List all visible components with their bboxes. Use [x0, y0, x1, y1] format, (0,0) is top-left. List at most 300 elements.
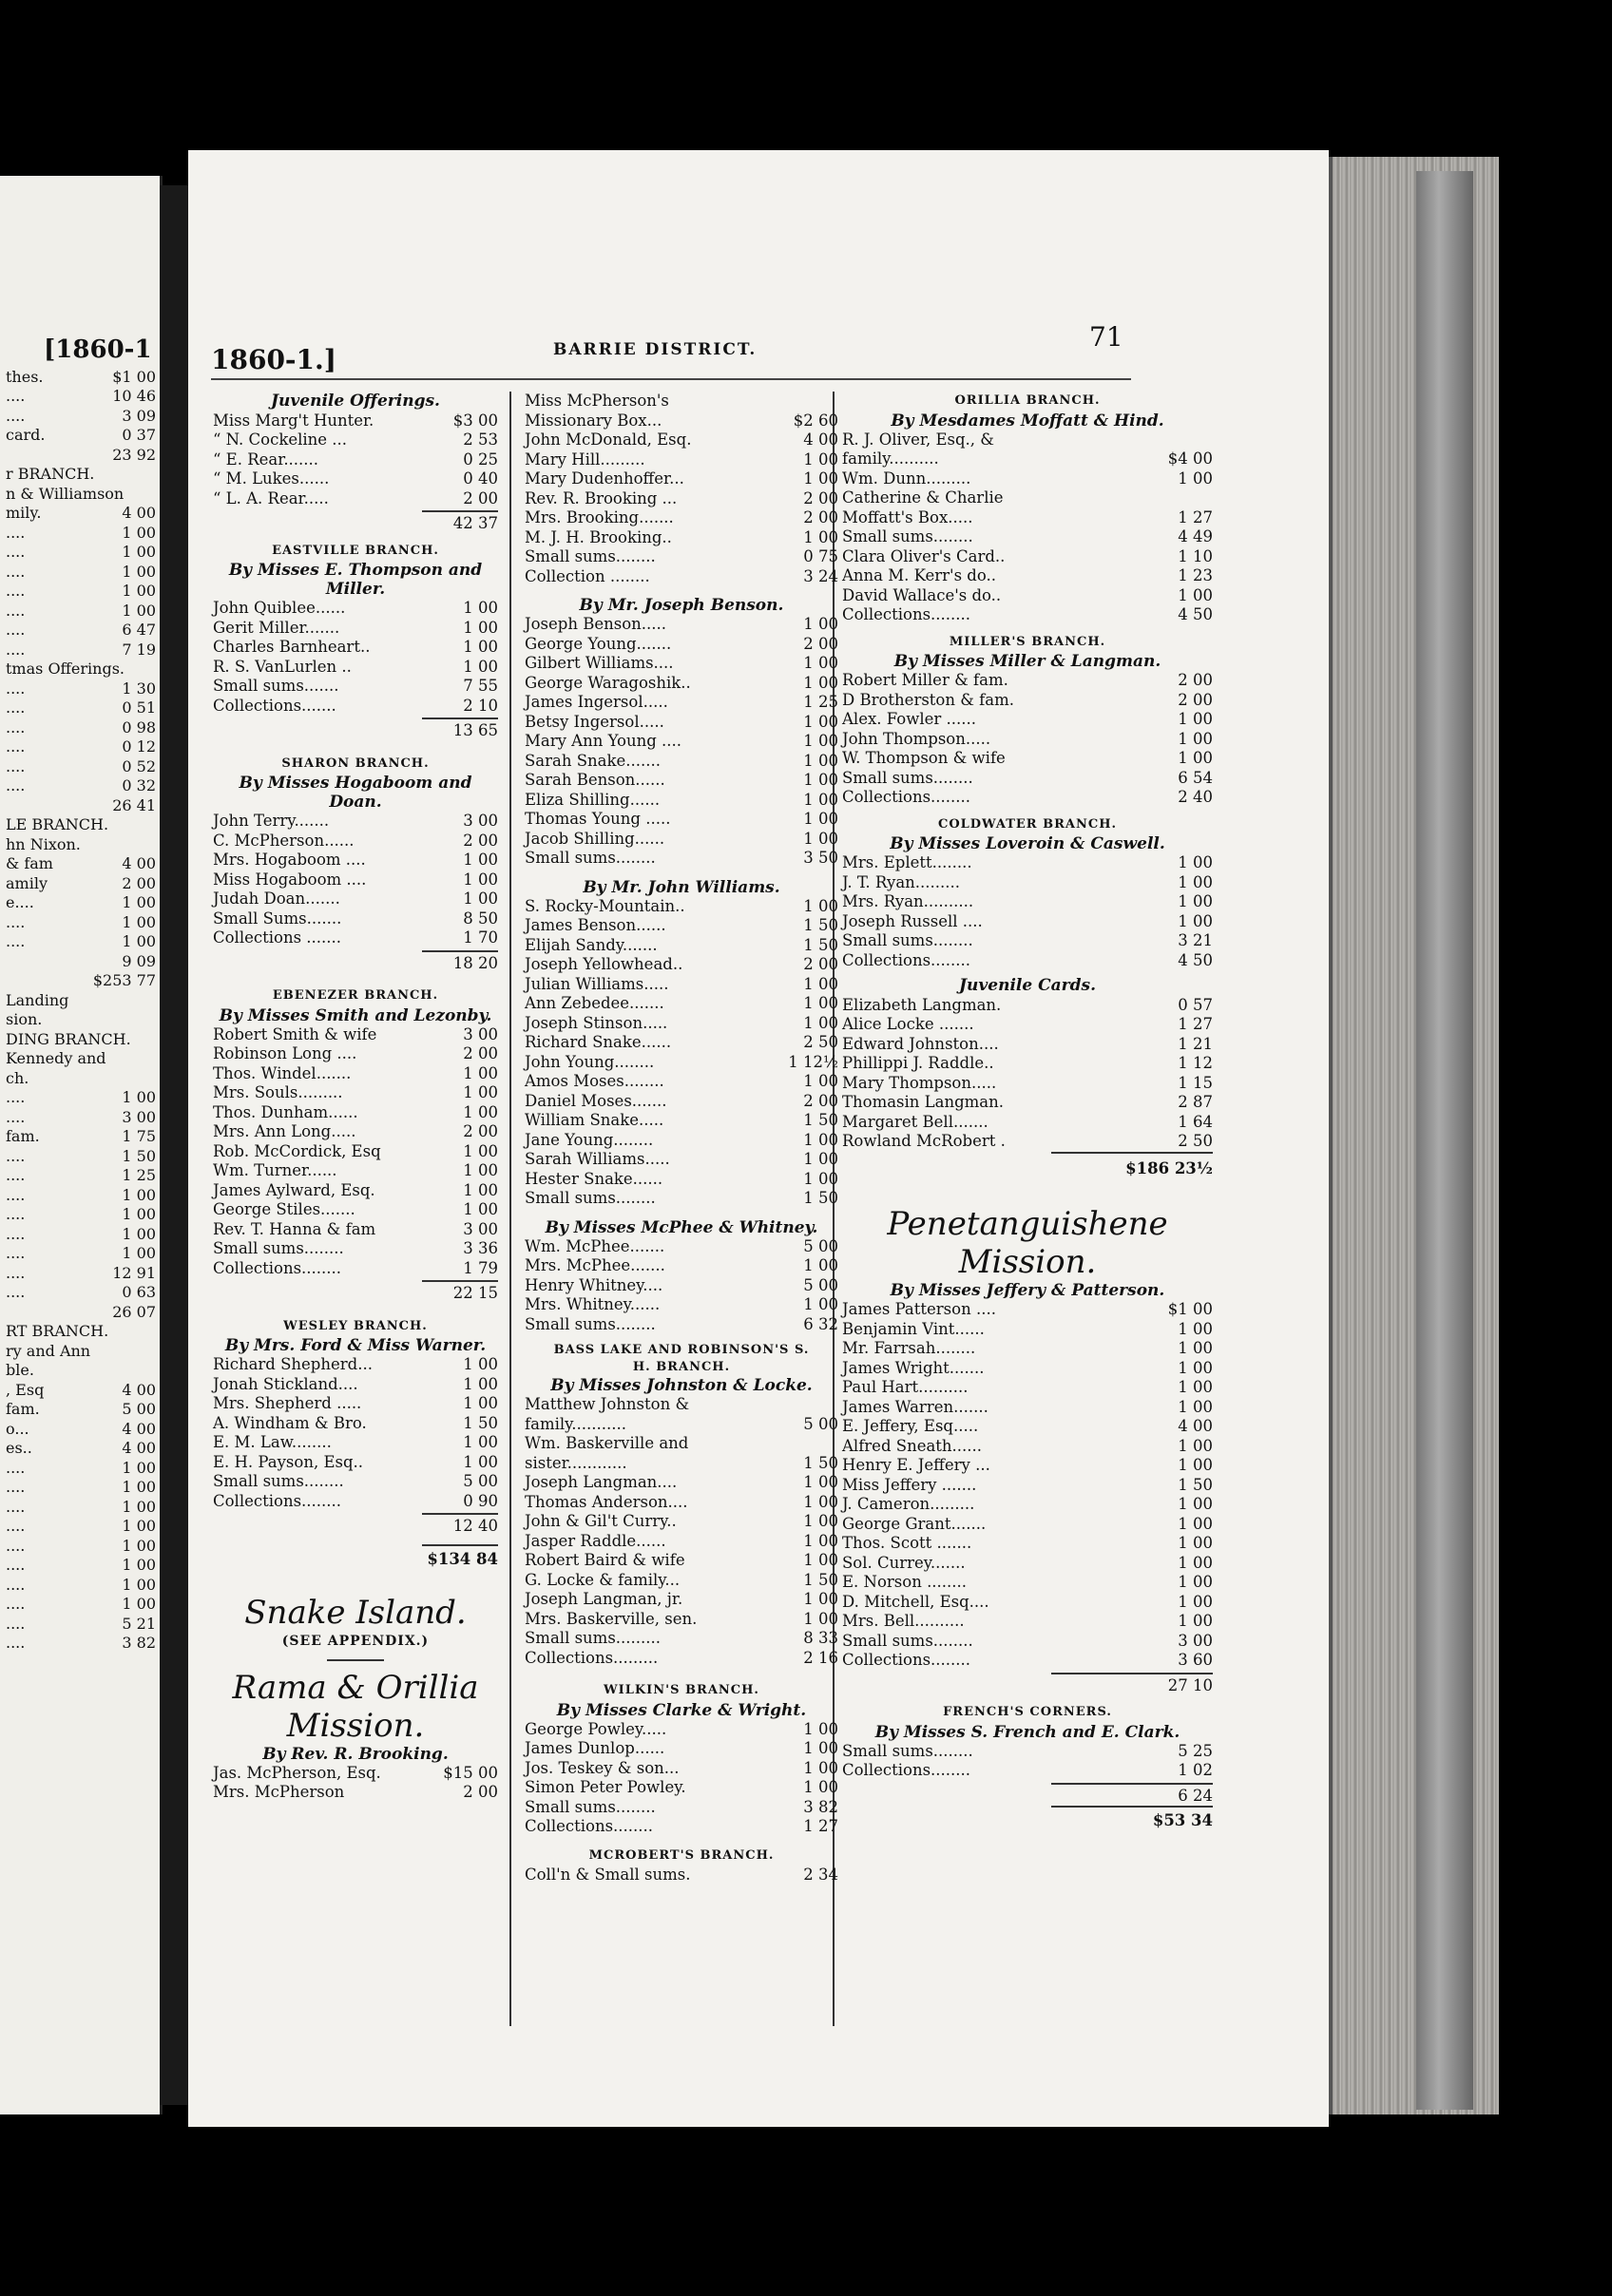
entry-name: sion.: [6, 1010, 43, 1028]
entry-row: [6, 1342, 156, 1362]
entry-row: [525, 547, 838, 567]
entry-list: [213, 1025, 498, 1279]
subtotal: 22 15: [422, 1280, 498, 1304]
entry-row: [213, 1220, 498, 1240]
entry-amount: 2 16: [803, 1648, 838, 1667]
entry-row: [842, 547, 1213, 567]
entry-name: Collections........: [842, 1761, 971, 1779]
entry-amount: 1 50: [122, 1146, 156, 1165]
entry-row: [213, 1161, 498, 1181]
entry-list: [525, 1237, 838, 1335]
entry-row: [525, 1170, 838, 1190]
branch-title: BASS LAKE AND ROBINSON'S S. H. BRANCH.: [553, 1343, 810, 1374]
entry-amount: [833, 1434, 838, 1454]
entry-row: [213, 489, 498, 509]
entry-name: & fam: [6, 854, 53, 872]
entry-row: [525, 1434, 838, 1454]
page-year: 1860-1.]: [211, 344, 337, 375]
entry-list: [213, 1764, 498, 1803]
entry-amount: 1 00: [463, 1355, 498, 1373]
entry-name: Small sums........: [525, 849, 656, 867]
entry-row: [6, 1478, 156, 1498]
entry-amount: 1 00: [803, 527, 838, 546]
entry-amount: 1 00: [1178, 729, 1213, 748]
entry-name: Mary Dudenhoffer...: [525, 469, 684, 488]
entry-row: [6, 543, 156, 563]
entry-row: [525, 1295, 838, 1315]
entry-row: [213, 697, 498, 717]
entry-amount: 1 00: [122, 543, 156, 561]
entry-name: Sarah Benson......: [525, 771, 665, 789]
grand-total: $53 34: [1051, 1806, 1213, 1831]
entry-amount: 4 50: [1178, 950, 1213, 969]
entry-row: [525, 567, 838, 587]
entry-row: [525, 732, 838, 752]
entry-amount: 1 00: [122, 893, 156, 911]
entry-row: [842, 1495, 1213, 1515]
entry-name: Wm. Baskerville and: [525, 1434, 689, 1452]
entry-name: fam.: [6, 1127, 40, 1145]
entry-row: [525, 849, 838, 869]
entry-amount: 1 50: [803, 1189, 838, 1207]
entry-row: [6, 621, 156, 641]
entry-row: [842, 566, 1213, 586]
entry-name: Henry E. Jeffery ...: [842, 1456, 990, 1474]
entry-row: [213, 1083, 498, 1103]
entry-row: [525, 916, 838, 936]
entry-name: ....: [6, 1497, 26, 1516]
entry-amount: 1 00: [122, 932, 156, 950]
branch-title: FRENCH'S CORNERS.: [943, 1705, 1112, 1719]
entry-row: [525, 1276, 838, 1296]
entry-name: ....: [6, 387, 26, 405]
entry-amount: 1 00: [803, 1512, 838, 1530]
entry-name: ch.: [6, 1068, 29, 1087]
entry-name: Clara Oliver's Card..: [842, 546, 1006, 565]
entry-amount: 5 25: [1178, 1741, 1213, 1760]
entry-name: D. Mitchell, Esq....: [842, 1592, 989, 1611]
entry-name: John McDonald, Esq.: [525, 430, 692, 449]
entry-name: Collections.........: [525, 1648, 659, 1667]
entry-name: John Young........: [525, 1052, 655, 1071]
entry-row: [213, 1259, 498, 1279]
entry-amount: [150, 660, 156, 679]
entry-row: [842, 508, 1213, 528]
entry-row: [525, 1014, 838, 1034]
entry-amount: 1 00: [1178, 1534, 1213, 1552]
entry-row: [525, 1532, 838, 1552]
entry-amount: 1 00: [122, 1517, 156, 1535]
entry-amount: 1 00: [463, 851, 498, 869]
entry-row: [213, 1064, 498, 1084]
entry-row: [842, 892, 1213, 912]
left-page-header: [1860-1: [44, 335, 152, 364]
entry-row: [6, 465, 156, 485]
entry-name: Jasper Raddle......: [525, 1531, 666, 1550]
entry-name: Catherine & Charlie: [842, 488, 1004, 507]
entry-name: Small sums........: [525, 547, 656, 565]
entry-amount: 1 00: [1178, 469, 1213, 488]
entry-row: [213, 1783, 498, 1803]
entry-row: [525, 1866, 838, 1885]
entry-row: [6, 368, 156, 388]
entry-amount: 1 00: [803, 1551, 838, 1569]
entry-row: [6, 1420, 156, 1440]
entry-amount: 1 00: [122, 1458, 156, 1477]
entry-name: Matthew Johnston &: [525, 1395, 690, 1413]
branch-title: EASTVILLE BRANCH.: [272, 543, 439, 558]
entry-row: [213, 1764, 498, 1784]
entry-list: [525, 897, 838, 1209]
entry-name: Small sums........: [842, 527, 973, 545]
subtotal: 27 10: [1051, 1673, 1213, 1696]
entry-name: Collections........: [842, 1651, 971, 1669]
column-1: [213, 392, 498, 1803]
collectors: By Misses McPhee & Whitney.: [545, 1217, 818, 1237]
entry-amount: 1 00: [803, 810, 838, 828]
entry-amount: 1 00: [803, 732, 838, 750]
entry-row: [525, 1033, 838, 1053]
entry-amount: $1 00: [1167, 1300, 1213, 1318]
entry-name: Collections.......: [213, 696, 336, 715]
entry-name: Wm. Turner......: [213, 1161, 337, 1179]
entry-list: [842, 1300, 1213, 1671]
entry-amount: 9 09: [122, 951, 156, 970]
entry-row: [842, 1573, 1213, 1593]
entry-row: [6, 932, 156, 952]
entry-name: Betsy Ingersol.....: [525, 712, 664, 731]
entry-name: Small sums........: [213, 1472, 344, 1490]
entry-amount: 5 21: [122, 1614, 156, 1633]
branch-title: EBENEZER BRANCH.: [272, 988, 439, 1003]
entry-row: [213, 1181, 498, 1201]
entry-row: [525, 830, 838, 850]
entry-amount: [150, 1322, 156, 1342]
entry-name: Joseph Langman, jr.: [525, 1590, 683, 1608]
entry-name: Small sums........: [525, 1314, 656, 1333]
entry-name: John Quiblee......: [213, 599, 346, 617]
entry-name: Rev. T. Hanna & fam: [213, 1219, 376, 1238]
entry-row: [525, 994, 838, 1014]
entry-amount: 1 00: [122, 1244, 156, 1262]
entry-name: George Powley.....: [525, 1719, 667, 1738]
branch-title: COLDWATER BRANCH.: [937, 816, 1118, 832]
entry-name: William Snake.....: [525, 1111, 664, 1129]
entry-amount: [150, 815, 156, 835]
entry-amount: [150, 1010, 156, 1030]
entry-row: [6, 504, 156, 524]
branch-total: $186 23½: [1051, 1152, 1213, 1179]
entry-row: [525, 1759, 838, 1779]
entry-list: [213, 599, 498, 716]
column-3: [842, 392, 1213, 1831]
entry-name: Thomasin Langman.: [842, 1093, 1005, 1111]
entry-name: Jonah Stickland....: [213, 1374, 358, 1393]
entry-row: [842, 1074, 1213, 1094]
entry-amount: [150, 1030, 156, 1050]
entry-amount: 26 41: [112, 795, 156, 814]
entry-row: [6, 952, 156, 972]
entry-name: E. Jeffery, Esq.....: [842, 1417, 979, 1435]
entry-name: ....: [6, 1634, 26, 1652]
entry-row: [6, 563, 156, 583]
entry-row: [213, 1239, 498, 1259]
mission-subtitle: Mission.: [286, 1706, 425, 1745]
entry-row: [842, 1515, 1213, 1535]
entry-amount: 1 00: [803, 654, 838, 672]
entry-row: [6, 737, 156, 757]
entry-row: [525, 1739, 838, 1759]
header-rule: [211, 378, 1131, 380]
entry-row: [525, 752, 838, 772]
entry-row: [6, 524, 156, 544]
entry-name: ....: [6, 621, 26, 639]
entry-amount: 2 00: [1178, 671, 1213, 689]
entry-name: ....: [6, 640, 26, 659]
entry-name: ....: [6, 679, 26, 698]
entry-row: [6, 1264, 156, 1284]
entry-amount: 1 00: [122, 912, 156, 931]
entry-amount: 1 00: [122, 562, 156, 581]
entry-amount: 23 92: [112, 445, 156, 464]
entry-row: [525, 469, 838, 489]
entry-amount: 1 00: [1178, 872, 1213, 891]
entry-amount: 1 00: [803, 1256, 838, 1274]
entry-amount: 1 00: [803, 1130, 838, 1149]
entry-amount: 26 07: [112, 1302, 156, 1321]
entry-row: [525, 1649, 838, 1669]
entry-name: Collections........: [842, 605, 971, 623]
entry-name: Sol. Currey.......: [842, 1553, 966, 1572]
entry-name: RT BRANCH.: [6, 1322, 109, 1340]
entry-amount: 4 00: [122, 1419, 156, 1438]
book-gutter: [160, 185, 188, 2105]
collectors: By Misses E. Thompson and Miller.: [228, 561, 483, 599]
entry-amount: 0 90: [463, 1491, 498, 1510]
entry-row: [213, 832, 498, 851]
entry-amount: 1 27: [1178, 507, 1213, 526]
entry-amount: 4 00: [122, 854, 156, 872]
entry-row: [213, 677, 498, 697]
entry-row: [213, 1375, 498, 1395]
entry-name: Robert Baird & wife: [525, 1551, 685, 1569]
entry-row: [525, 1512, 838, 1532]
entry-row: [525, 1590, 838, 1610]
entry-amount: 1 00: [1178, 1397, 1213, 1416]
entry-name: ....: [6, 1536, 26, 1555]
entry-name: ....: [6, 1263, 26, 1282]
entry-name: Joseph Yellowhead..: [525, 955, 683, 973]
subtotal: 42 37: [422, 510, 498, 534]
entry-amount: 1 00: [463, 1141, 498, 1160]
entry-row: [213, 1355, 498, 1375]
entry-amount: [150, 991, 156, 1011]
entry-name: e....: [6, 893, 34, 911]
entry-row: [6, 641, 156, 660]
entry-name: Alex. Fowler ......: [842, 710, 976, 728]
entry-name: Mary Ann Young ....: [525, 732, 682, 750]
entry-row: [6, 991, 156, 1011]
entry-amount: 1 00: [122, 1556, 156, 1574]
entry-amount: 1 00: [1178, 1592, 1213, 1611]
entry-name: Small sums.......: [213, 677, 339, 695]
entry-amount: 3 00: [463, 1024, 498, 1043]
entry-row: [842, 749, 1213, 769]
entry-amount: 5 00: [803, 1275, 838, 1294]
entry-amount: 1 00: [803, 673, 838, 692]
entry-name: Gilbert Williams....: [525, 654, 674, 672]
entry-name: Mrs. Ryan..........: [842, 892, 974, 910]
entry-amount: 1 00: [463, 1063, 498, 1082]
entry-amount: 5 00: [803, 1236, 838, 1255]
entry-amount: 1 00: [122, 1497, 156, 1516]
entry-name: ....: [6, 698, 26, 717]
entry-row: [525, 1473, 838, 1493]
collectors: By Rev. R. Brooking.: [262, 1744, 449, 1764]
entry-row: [842, 1593, 1213, 1613]
entry-row: [213, 851, 498, 871]
entry-amount: 8 50: [463, 909, 498, 928]
entry-amount: 0 25: [463, 450, 498, 469]
entry-name: E. M. Law........: [213, 1433, 332, 1451]
entry-row: [6, 660, 156, 679]
entry-row: [525, 1571, 838, 1591]
entry-name: ....: [6, 1244, 26, 1262]
entry-amount: [150, 1049, 156, 1069]
entry-amount: 1 00: [1178, 710, 1213, 728]
entry-amount: 1 00: [1178, 1358, 1213, 1377]
entry-name: E. Norson ........: [842, 1573, 968, 1591]
entry-name: Miss Marg't Hunter.: [213, 411, 374, 430]
entry-name: Judah Doan.......: [213, 890, 340, 908]
entry-row: [842, 1476, 1213, 1496]
entry-name: thes.: [6, 367, 44, 386]
entry-name: Charles Barnheart..: [213, 638, 371, 656]
entry-row: [6, 1576, 156, 1596]
entry-row: [6, 1010, 156, 1030]
entry-name: Miss Jeffery .......: [842, 1475, 977, 1494]
entry-name: r BRANCH.: [6, 465, 95, 483]
entry-amount: 1 00: [463, 870, 498, 889]
entry-name: ....: [6, 1517, 26, 1535]
entry-amount: 1 00: [803, 790, 838, 809]
entry-name: DING BRANCH.: [6, 1029, 131, 1048]
entry-row: [6, 407, 156, 427]
entry-name: M. J. H. Brooking..: [525, 527, 672, 546]
entry-row: [525, 654, 838, 674]
entry-list: [213, 812, 498, 948]
entry-row: [6, 602, 156, 622]
entry-name: Thomas Young .....: [525, 810, 671, 828]
entry-name: Richard Snake......: [525, 1033, 672, 1051]
entry-amount: 1 00: [1178, 585, 1213, 604]
entry-row: [525, 713, 838, 733]
entry-row: [213, 638, 498, 658]
entry-name: Collections .......: [213, 928, 342, 947]
entry-name: Robinson Long ....: [213, 1044, 357, 1062]
entry-amount: 1 00: [803, 1072, 838, 1090]
entry-name: Joseph Langman....: [525, 1473, 678, 1491]
entry-row: [842, 1132, 1213, 1152]
entry-row: [525, 975, 838, 995]
entry-amount: 1 25: [122, 1166, 156, 1184]
entry-row: [213, 871, 498, 890]
entry-amount: 4 00: [122, 1439, 156, 1457]
branch-title: MCROBERT'S BRANCH.: [588, 1847, 775, 1863]
entry-name: Collections........: [213, 1491, 342, 1510]
entry-amount: 1 00: [463, 1394, 498, 1412]
entry-row: [6, 776, 156, 796]
entry-amount: 1 00: [1178, 1612, 1213, 1630]
entry-row: [525, 1256, 838, 1276]
entry-row: [213, 1394, 498, 1414]
entry-row: [525, 1131, 838, 1151]
entry-amount: 5 00: [122, 1400, 156, 1418]
entry-amount: 1 00: [463, 1452, 498, 1471]
entry-amount: 1 00: [122, 1536, 156, 1555]
entry-row: [525, 1072, 838, 1092]
entry-name: Robert Smith & wife: [213, 1024, 377, 1043]
entry-name: “ E. Rear.......: [213, 450, 319, 469]
entry-name: Joseph Russell ....: [842, 911, 983, 930]
collectors: By Misses Clarke & Wright.: [556, 1700, 807, 1720]
entry-amount: 0 57: [1178, 995, 1213, 1014]
entry-name: Mrs. Bell..........: [842, 1612, 965, 1630]
entry-row: [842, 1054, 1213, 1074]
entry-name: Richard Shepherd...: [213, 1355, 373, 1373]
entry-name: ble.: [6, 1361, 34, 1379]
entry-amount: 2 00: [463, 488, 498, 507]
entry-name: James Ingersol.....: [525, 693, 668, 711]
entry-name: Hester Snake......: [525, 1169, 663, 1188]
entry-amount: 1 00: [803, 1013, 838, 1032]
entry-amount: 12 91: [112, 1263, 156, 1282]
entry-amount: 2 00: [803, 508, 838, 526]
entry-row: [213, 469, 498, 489]
entry-list: [525, 615, 838, 869]
entry-row: [6, 718, 156, 738]
entry-name: Moffatt's Box.....: [842, 507, 973, 526]
entry-amount: 1 00: [803, 1492, 838, 1511]
entry-name: n & Williamson: [6, 484, 125, 503]
entry-row: [842, 450, 1213, 469]
entry-name: Small sums........: [525, 1797, 656, 1816]
entry-row: [842, 996, 1213, 1016]
entry-amount: 1 02: [1178, 1761, 1213, 1779]
entry-row: [213, 890, 498, 909]
entry-row: [6, 1030, 156, 1050]
entry-name: R. J. Oliver, Esq., &: [842, 430, 994, 449]
entry-row: [842, 1437, 1213, 1457]
entry-name: Mrs. McPherson: [213, 1783, 345, 1801]
entry-name: R. S. VanLurlen ..: [213, 657, 352, 676]
entry-name: ry and Ann: [6, 1341, 91, 1360]
entry-amount: 1 00: [1178, 1573, 1213, 1591]
entry-name: George Stiles.......: [213, 1200, 355, 1218]
entry-amount: 4 49: [1178, 527, 1213, 545]
entry-amount: 4 00: [122, 1380, 156, 1399]
entry-amount: 3 60: [1178, 1651, 1213, 1669]
entry-row: [6, 1049, 156, 1069]
entry-amount: 3 82: [803, 1797, 838, 1816]
entry-amount: 3 09: [122, 406, 156, 425]
entry-name: Collections........: [842, 788, 971, 806]
entry-amount: 1 00: [1178, 1514, 1213, 1533]
entry-amount: 1 00: [1178, 1456, 1213, 1474]
entry-amount: 6 54: [1178, 768, 1213, 787]
entry-name: ....: [6, 562, 26, 581]
entry-name: Mrs. Baskerville, sen.: [525, 1609, 698, 1628]
